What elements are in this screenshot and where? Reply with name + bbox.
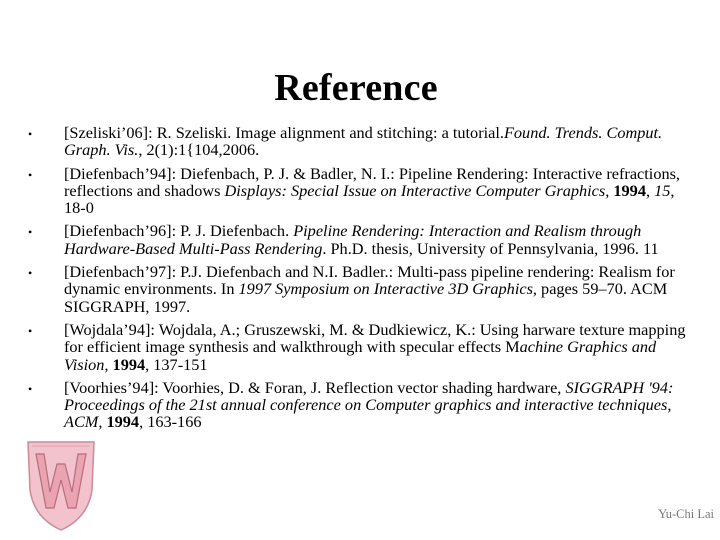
reference-journal: achine Graphics and Vision, <box>64 337 657 374</box>
bullet-icon: • <box>28 225 33 240</box>
reference-text: [Diefenbach’96]: P. J. Diefenbach. <box>64 221 294 241</box>
reference-item <box>28 124 698 159</box>
reference-text: [Voorhies’94]: Voorhies, D. & Foran, J. Reflection vector shading hardware, <box>64 377 566 397</box>
reference-year: 1994 <box>108 354 146 374</box>
bullet-icon: • <box>28 127 33 141</box>
reference-text: [Wojdala’94]: Wojdala, A.; Gruszewski, M. & Dudkiewicz, K.: Using harware texture mapping for efficient image synthesis and walkthrough with specular effects M <box>64 319 686 357</box>
bullet-icon: • <box>28 167 33 182</box>
reference-year: 1994 <box>609 180 646 200</box>
reference-details: , <box>645 180 655 200</box>
reference-list <box>28 124 698 437</box>
reference-item <box>28 165 698 217</box>
reference-venue: 1997 Symposium on Interactive 3D Graphics <box>238 279 533 299</box>
reference-text: [Szeliski’06]: R. Szeliski. Image alignment and stitching: a tutorial. <box>64 123 504 142</box>
reference-text: [Diefenbach’97]: P.J. Diefenbach and N.I. Badler.: Multi-pass pipeline rendering: Realism for dynamic environments. In <box>64 262 675 299</box>
reference-item <box>28 263 698 315</box>
reference-details: , 2(1):1{104,2006. <box>138 140 260 160</box>
reference-text: [Diefenbach’94]: Diefenbach, P. J. & Badler, N. I.: Pipeline Rendering: Interactive refractions, reflections and shadows <box>64 163 681 200</box>
reference-details: , pages 59–70. ACM SIGGRAPH, 1997. <box>64 279 668 316</box>
reference-year: 1994 <box>102 412 140 432</box>
slide-footer-author: Yu-Chi Lai <box>658 507 714 521</box>
reference-item <box>28 321 698 373</box>
reference-item <box>28 379 698 431</box>
reference-details: , 163-166 <box>139 412 202 432</box>
reference-details: , 137-151 <box>145 354 208 374</box>
reference-journal: Displays: Special Issue on Interactive Computer Graphics, <box>224 180 610 200</box>
reference-venue: SIGGRAPH '94: Proceedings of the 21st annual conference on Computer graphics and interactive techniques, ACM, <box>64 377 674 432</box>
reference-journal: Found. Trends. Comput. Graph. Vis. <box>64 123 663 160</box>
reference-volume: 15 <box>654 180 671 200</box>
reference-details: . Ph.D. thesis, University of Pennsylvania, 1996. 11 <box>322 238 659 258</box>
bullet-icon: • <box>28 266 33 281</box>
wisconsin-crest-logo-icon <box>22 432 100 534</box>
slide-title: Reference <box>274 67 438 109</box>
reference-pages: , 18-0 <box>64 180 675 218</box>
reference-item <box>28 222 698 257</box>
bullet-icon: • <box>28 323 33 338</box>
reference-thesis-title: Pipeline Rendering: Interaction and Realism through Hardware-Based Multi-Pass Rendering <box>64 221 642 258</box>
bullet-icon: • <box>28 381 33 396</box>
